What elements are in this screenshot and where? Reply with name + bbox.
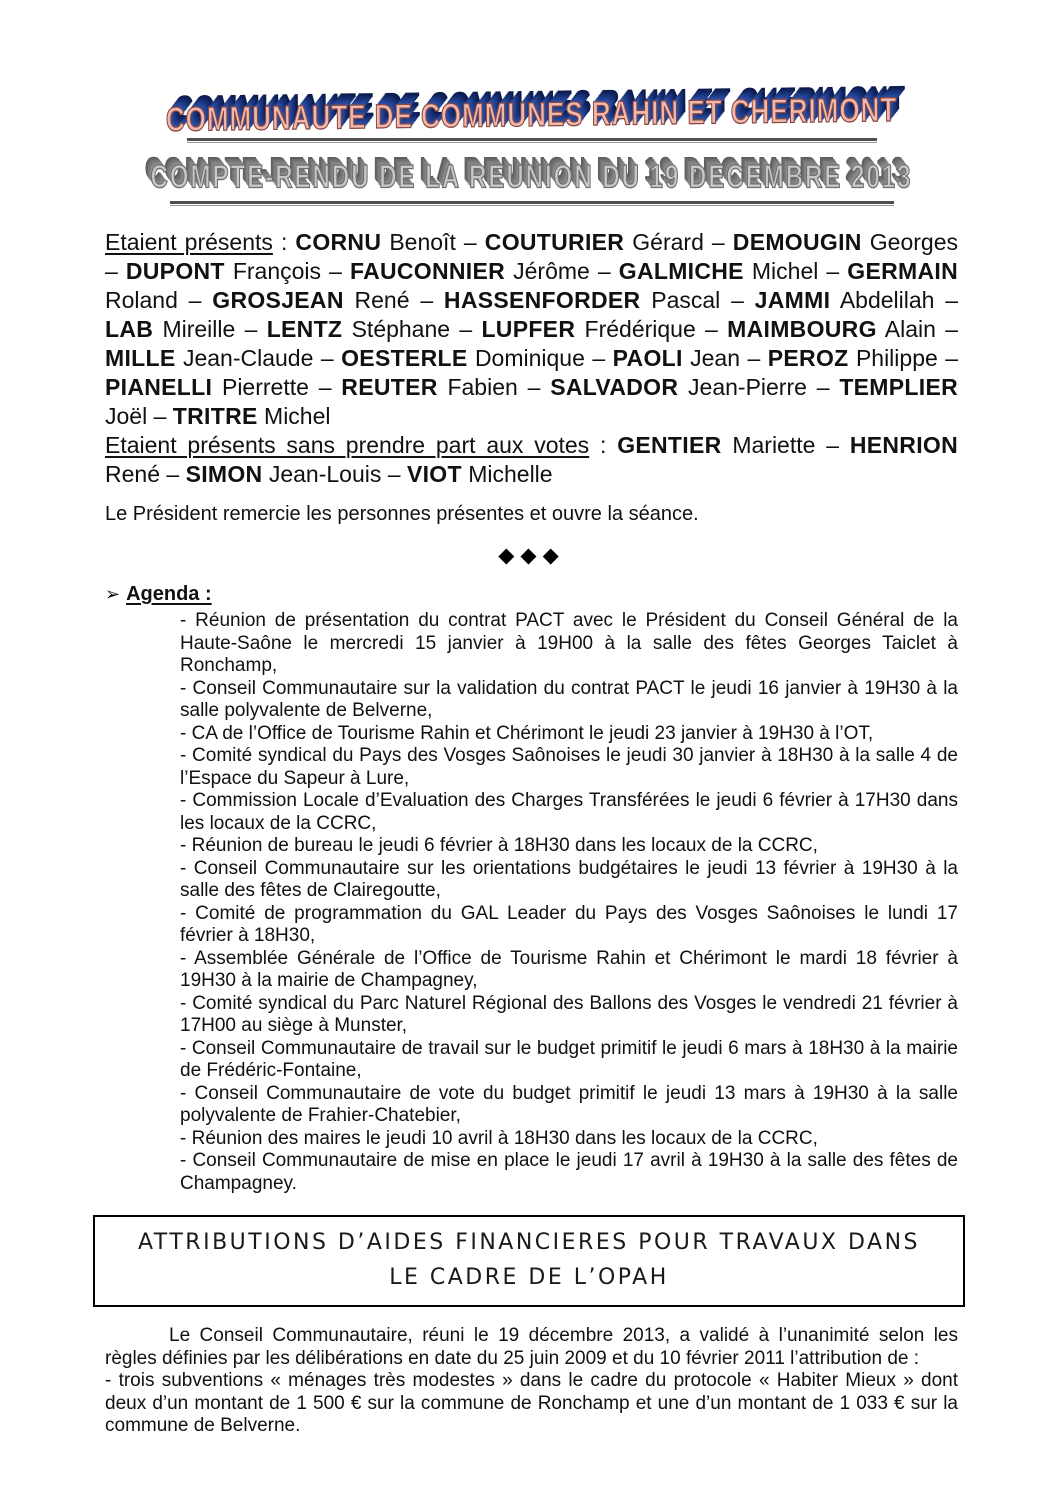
attendee-separator: – (235, 316, 267, 342)
agenda-item: - Commission Locale d’Evaluation des Charges Transférées le jeudi 6 février à 17H30 dans les locaux de la CCRC, (180, 790, 958, 834)
attendee-separator: – (308, 374, 342, 400)
attendee-separator: – (703, 229, 733, 255)
agenda-item: - Comité syndical du Pays des Vosges Saônoises le jeudi 30 janvier à 18H30 à la salle 4 de l’Espace du Sapeur à Lure, (180, 745, 958, 789)
agenda-item: - Réunion de bureau le jeudi 6 février à 18H30 dans les locaux de la CCRC, (180, 835, 818, 856)
opah-body-section (105, 1325, 958, 1438)
attendee-last-name: PIANELLI (105, 374, 213, 400)
attendee-first-name: Mireille (153, 316, 236, 342)
attendee-last-name: SIMON (185, 461, 263, 487)
attendee-separator: – (409, 287, 444, 313)
doc-title-rule (170, 201, 894, 206)
agenda-list (180, 610, 958, 1195)
document-header (105, 0, 958, 206)
attendee-first-name: Gérard (624, 229, 704, 255)
attendee-first-name: Joël (105, 403, 148, 429)
attendee-first-name: Jean-Louis (262, 461, 382, 487)
doc-title-wordart: COMPTE-RENDU DE LA REUNION DU 19 DECEMBRE 2013 (150, 159, 913, 196)
agenda-item: - Conseil Communautaire sur la validation du contrat PACT le jeudi 16 janvier à 19H30 à la salle polyvalente de Belverne, (180, 677, 958, 721)
attendee-last-name: JAMMI (754, 287, 831, 313)
attendee-last-name: PEROZ (767, 345, 849, 371)
attendee-first-name: Jérôme (505, 258, 590, 284)
attendee-separator: – (517, 374, 551, 400)
attendance-present-list (105, 229, 958, 429)
attendee-last-name: LENTZ (266, 316, 343, 342)
attendee-last-name: GENTIER (617, 432, 722, 458)
attendee-separator: – (720, 287, 755, 313)
attendee-first-name: Frédérique (575, 316, 696, 342)
agenda-item: - Comité syndical du Parc Naturel Régional des Ballons des Vosges le vendredi 21 février à 17H00 au siège à Munster, (180, 992, 958, 1036)
attendee-separator: – (584, 345, 613, 371)
attendee-separator: – (695, 316, 728, 342)
attendee-first-name: Michel (743, 258, 819, 284)
attendance-section (105, 228, 958, 489)
attendee-separator: – (806, 374, 840, 400)
attendee-separator: – (381, 461, 407, 487)
attendee-separator: – (818, 258, 848, 284)
attendee-last-name: GALMICHE (618, 258, 744, 284)
arrow-bullet-icon: ➢ (105, 584, 121, 605)
agenda-item: - Conseil Communautaire de travail sur le budget primitif le jeudi 6 mars à 18H30 à la mairie de Frédéric-Fontaine, (180, 1037, 958, 1081)
attendee-last-name: VIOT (406, 461, 462, 487)
attendee-separator: – (313, 345, 342, 371)
attendee-first-name: Roland (105, 287, 178, 313)
opah-section-box (93, 1215, 965, 1307)
attendee-last-name: GERMAIN (847, 258, 958, 284)
agenda-item: - Comité de programmation du GAL Leader du Pays des Vosges Saônoises le lundi 17 février à 18H30, (180, 902, 958, 946)
attendee-separator: – (177, 287, 213, 313)
attendance-nonvoting-label: Etaient présents sans prendre part aux votes (105, 432, 590, 458)
attendee-first-name: Jean-Pierre (678, 374, 807, 400)
attendee-last-name: HASSENFORDER (443, 287, 641, 313)
attendee-separator: – (815, 432, 850, 458)
attendee-separator: – (935, 316, 959, 342)
attendee-last-name: SALVADOR (550, 374, 679, 400)
attendance-present-label: Etaient présents (105, 229, 273, 255)
attendee-first-name: Jean (682, 345, 741, 371)
attendee-first-name: Fabien (437, 374, 518, 400)
attendee-first-name: François (224, 258, 322, 284)
attendee-first-name: Benoît (381, 229, 456, 255)
attendee-first-name: Alain (876, 316, 936, 342)
attendee-last-name: MAIMBOURG (727, 316, 877, 342)
org-title-wordart: COMMUNAUTE DE COMMUNES RAHIN ET CHERIMONT (165, 89, 898, 139)
agenda-heading-label: Agenda : (126, 583, 212, 605)
attendee-last-name: TEMPLIER (839, 374, 958, 400)
intro-paragraph: Le Président remercie les personnes présentes et ouvre la séance. (105, 503, 699, 525)
attendee-last-name: GROSJEAN (212, 287, 344, 313)
attendee-separator: – (455, 229, 485, 255)
agenda-item: - Assemblée Générale de l’Office de Tourisme Rahin et Chérimont le mardi 18 février à 19H30 à la mairie de Champagney, (180, 947, 958, 991)
attendance-nonvoting-colon: : (589, 432, 618, 458)
attendee-first-name: Michel (257, 403, 331, 429)
attendee-last-name: CORNU (295, 229, 382, 255)
attendee-separator: – (937, 345, 959, 371)
attendee-separator: – (147, 403, 173, 429)
attendee-last-name: MILLE (105, 345, 176, 371)
opah-title-line1: ATTRIBUTIONS D’AIDES FINANCIERES POUR TRAVAUX DANS (137, 1230, 921, 1255)
opah-title-line2: LE CADRE DE L’OPAH (389, 1265, 669, 1290)
attendee-separator: – (934, 287, 959, 313)
attendee-last-name: TRITRE (172, 403, 258, 429)
agenda-item: - Conseil Communautaire de mise en place le jeudi 17 avril à 19H30 à la salle des fêtes de Champagney. (180, 1150, 958, 1194)
attendee-separator: – (450, 316, 482, 342)
attendee-first-name: Georges (861, 229, 958, 255)
attendee-first-name: Dominique (467, 345, 585, 371)
attendee-first-name: Stéphane (342, 316, 451, 342)
attendee-last-name: FAUCONNIER (349, 258, 506, 284)
attendee-separator: – (105, 258, 126, 284)
attendance-nonvoting-paragraph (105, 431, 958, 489)
attendee-first-name: Pierrette (212, 374, 309, 400)
agenda-item: - Réunion de présentation du contrat PACT avec le Président du Conseil Général de la Haute-Saône le mercredi 15 janvier à 19H00 à la salle des fêtes Georges Taiclet à Ronchamp, (180, 610, 958, 676)
attendee-separator: – (159, 461, 186, 487)
attendee-last-name: HENRION (849, 432, 958, 458)
attendee-last-name: OESTERLE (341, 345, 468, 371)
opah-paragraph-2: - trois subventions « ménages très modestes » dans le cadre du protocole « Habiter Mieux » dont deux d’un montant de 1 500 € sur la commune de Ronchamp et une d’un montant de 1 033 € sur la commune de Belverne. (105, 1370, 958, 1436)
attendee-last-name: PAOLI (612, 345, 683, 371)
attendee-first-name: Philippe (848, 345, 938, 371)
agenda-item: - CA de l’Office de Tourisme Rahin et Chérimont le jeudi 23 janvier à 19H30 à l’OT, (180, 722, 874, 744)
attendee-separator: – (740, 345, 768, 371)
attendee-first-name: Mariette (721, 432, 816, 458)
attendee-first-name: Abdelilah (830, 287, 935, 313)
agenda-item: - Conseil Communautaire sur les orientations budgétaires le jeudi 13 février à 19H30 à la salle des fêtes de Clairegoutte, (180, 857, 958, 901)
attendee-last-name: LUPFER (481, 316, 576, 342)
attendee-first-name: Jean-Claude (175, 345, 314, 371)
diamond-divider: ◆◆◆ (498, 543, 565, 567)
agenda-item: - Réunion des maires le jeudi 10 avril à 18H30 dans les locaux de la CCRC, (180, 1127, 818, 1149)
attendee-separator: – (589, 258, 619, 284)
attendee-first-name: René (105, 461, 160, 487)
attendee-last-name: DEMOUGIN (732, 229, 862, 255)
agenda-item: - Conseil Communautaire de vote du budget primitif le jeudi 13 mars à 19H30 à la salle polyvalente de Frahier-Chatebier, (180, 1082, 958, 1126)
attendance-present-paragraph (105, 228, 958, 431)
opah-paragraph-1: Le Conseil Communautaire, réuni le 19 décembre 2013, a validé à l’unanimité selon les règles définies par les délibérations en date du 25 juin 2009 et du 10 février 2011 l’attribution de : (105, 1325, 958, 1369)
attendee-first-name: René (343, 287, 410, 313)
attendee-last-name: LAB (105, 316, 154, 342)
attendee-separator: – (321, 258, 350, 284)
attendee-last-name: REUTER (341, 374, 438, 400)
attendee-last-name: COUTURIER (484, 229, 625, 255)
attendee-last-name: DUPONT (125, 258, 225, 284)
attendance-present-colon: : (272, 229, 296, 255)
attendee-first-name: Michelle (461, 461, 553, 487)
agenda-heading (105, 583, 958, 606)
attendee-first-name: Pascal (640, 287, 721, 313)
